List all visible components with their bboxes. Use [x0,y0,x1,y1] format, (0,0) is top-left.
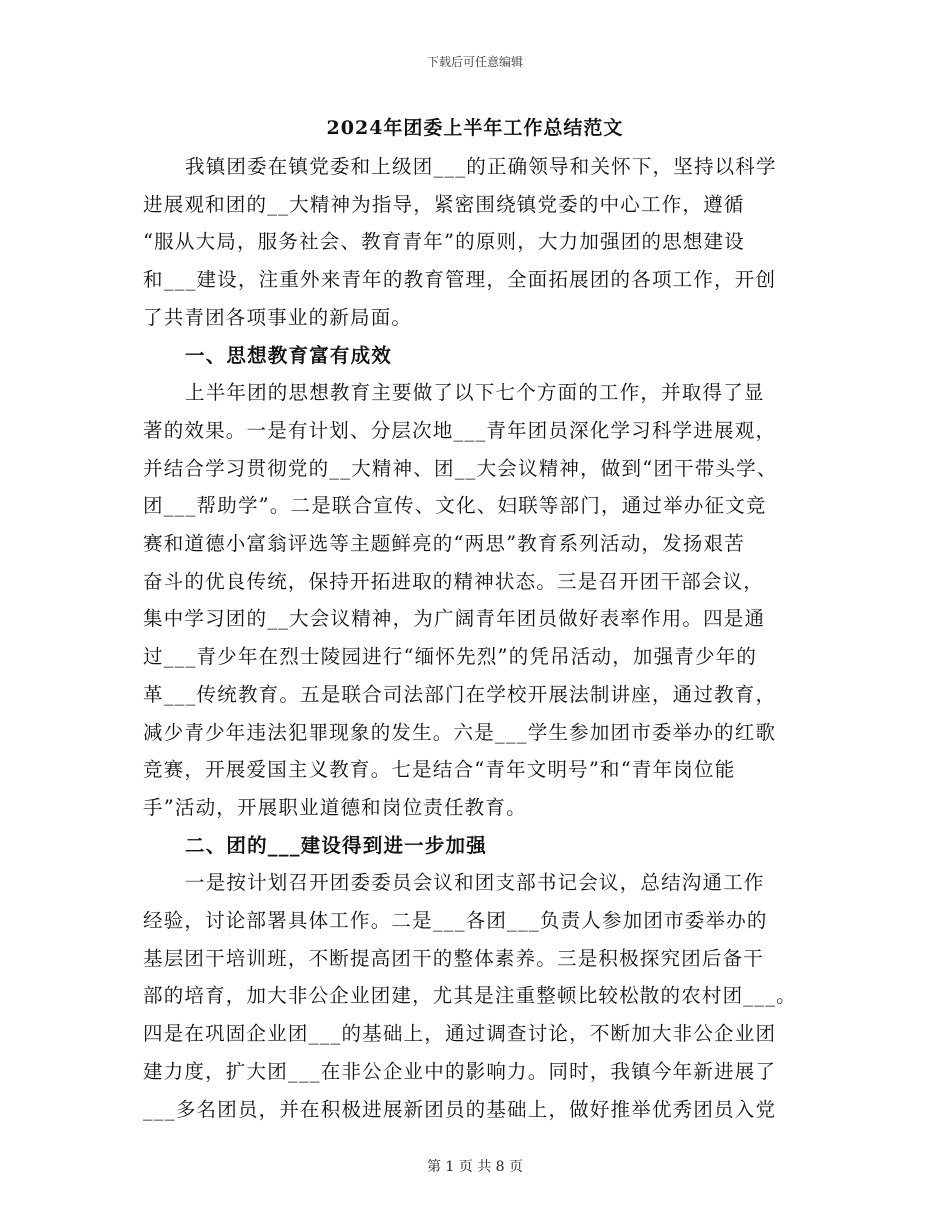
paragraph-line: 四是在巩固企业团___的基础上，通过调查讨论，不断加大非公企业团 [143,1022,777,1046]
paragraph-line: 并结合学习贯彻党的__大精神、团__大会议精神，做到“团干带头学、 [143,456,778,480]
paragraph-line: 一是按计划召开团委委员会议和团支部书记会议，总结沟通工作 [185,871,765,895]
paragraph-line: 著的效果。一是有计划、分层次地___青年团员深化学习科学进展观， [143,418,777,442]
paragraph-line: “服从大局，服务社会、教育青年”的原则，大力加强团的思想建设 [143,230,745,254]
paragraph-line: ___多名团员，并在积极进展新团员的基础上，做好推举优秀团员入党 [143,1097,777,1121]
paragraph-line: 经验，讨论部署具体工作。二是___各团___负责人参加团市委举办的 [143,909,768,933]
header-note: 下载后可任意编辑 [426,55,523,69]
paragraph-line: 建力度，扩大团___在非公企业中的影响力。同时，我镇今年新进展了 [143,1059,777,1083]
page-number: 第 1 页 共 8 页 [426,1159,524,1175]
section-heading: 二、团的___建设得到进一步加强 [185,833,487,857]
paragraph-line: 我镇团委在镇党委和上级团___的正确领导和关怀下，坚持以科学 [185,155,777,178]
paragraph-line: 赛和道德小富翁评选等主题鲜亮的“两思”教育系列活动，发扬艰苦 [143,532,745,556]
paragraph-line: 手”活动，开展职业道德和岗位责任教育。 [143,795,527,819]
paragraph-line: 集中学习团的__大会议精神，为广阔青年团员做好表率作用。四是通 [143,607,766,631]
section-heading: 一、思想教育富有成效 [185,343,393,367]
paragraph-line: 了共青团各项事业的新局面。 [143,305,413,329]
paragraph-line: 奋斗的优良传统，保持开拓进取的精神状态。三是召开团干部会议， [143,569,765,593]
document-body [143,148,808,1128]
paragraph-line: 竞赛，开展爱国主义教育。七是结合“青年文明号”和“青年岗位能 [143,758,736,782]
paragraph-line: 进展观和团的__大精神为指导，紧密围绕镇党委的中心工作，遵循 [143,192,745,216]
paragraph-line: 基层团干培训班，不断提高团干的整体素养。三是积极探究团后备干 [143,946,765,970]
paragraph-line: 减少青少年违法犯罪现象的发生。六是___学生参加团市委举办的红歌 [143,720,777,744]
paragraph-line: 部的培育，加大非公企业团建，尤其是注重整顿比较松散的农村团___。 [143,984,797,1008]
paragraph-line: 和___建设，注重外来青年的教育管理，全面拓展团的各项工作，开创 [143,268,777,292]
paragraph-line: 过___青少年在烈士陵园进行“缅怀先烈”的凭吊活动，加强青少年的 [143,645,758,669]
paragraph-line: 团___帮助学”。二是联合宣传、文化、妇联等部门，通过举办征文竞 [143,494,767,518]
paragraph-line: 革___传统教育。五是联合司法部门在学校开展法制讲座，通过教育， [143,682,777,706]
document-title: 2024年团委上半年工作总结范文 [326,117,624,139]
paragraph-line: 上半年团的思想教育主要做了以下七个方面的工作，并取得了显 [185,381,765,405]
